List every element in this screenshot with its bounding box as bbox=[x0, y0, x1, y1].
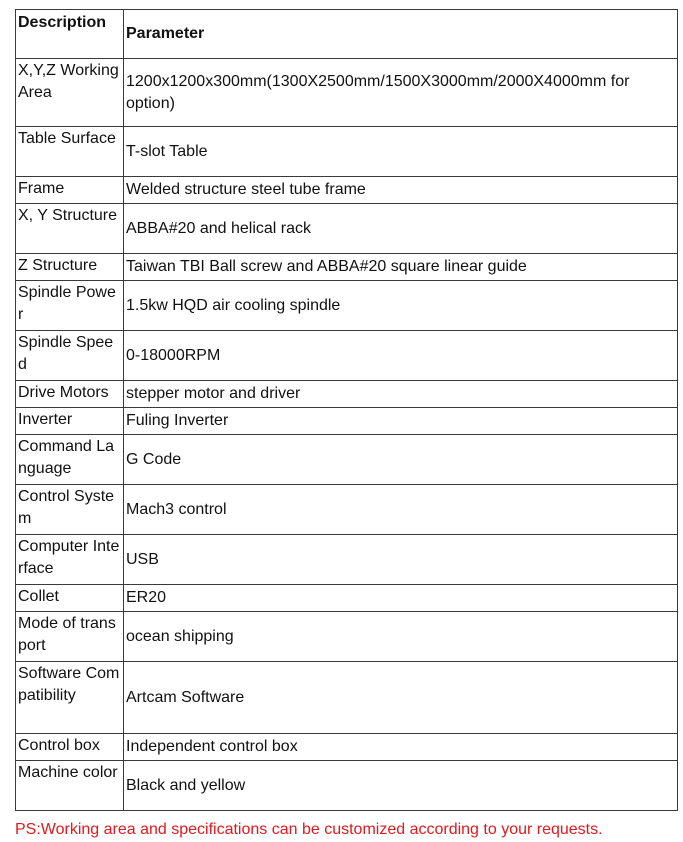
table-row bbox=[16, 204, 678, 254]
row-description: Computer Interface bbox=[16, 535, 124, 585]
row-parameter: ER20 bbox=[124, 585, 678, 612]
row-description: Table Surface bbox=[16, 127, 124, 177]
row-parameter: 1200x1200x300mm(1300X2500mm/1500X3000mm/2000X4000mm for option) bbox=[124, 59, 678, 127]
table-row bbox=[16, 408, 678, 435]
table-header-row bbox=[16, 10, 678, 59]
table-row bbox=[16, 331, 678, 381]
table-row bbox=[16, 177, 678, 204]
table-row bbox=[16, 59, 678, 127]
row-description: Spindle Speed bbox=[16, 331, 124, 381]
row-description: Machine color bbox=[16, 761, 124, 811]
row-description: X,Y,Z Working Area bbox=[16, 59, 124, 127]
row-parameter: USB bbox=[124, 535, 678, 585]
row-parameter: Fuling Inverter bbox=[124, 408, 678, 435]
row-parameter: 0-18000RPM bbox=[124, 331, 678, 381]
row-parameter: ocean shipping bbox=[124, 612, 678, 662]
spec-table bbox=[15, 9, 678, 811]
row-description: Software Compatibility bbox=[16, 662, 124, 734]
row-parameter: Independent control box bbox=[124, 734, 678, 761]
table-row bbox=[16, 254, 678, 281]
row-parameter: Artcam Software bbox=[124, 662, 678, 734]
header-description: Description bbox=[16, 10, 124, 59]
table-row bbox=[16, 585, 678, 612]
row-parameter: Taiwan TBI Ball screw and ABBA#20 square linear guide bbox=[124, 254, 678, 281]
table-row bbox=[16, 612, 678, 662]
table-row bbox=[16, 281, 678, 331]
row-description: Control System bbox=[16, 485, 124, 535]
table-row bbox=[16, 381, 678, 408]
table-row bbox=[16, 734, 678, 761]
table-row bbox=[16, 485, 678, 535]
header-parameter: Parameter bbox=[124, 10, 678, 59]
row-description: Command Language bbox=[16, 435, 124, 485]
table-row bbox=[16, 435, 678, 485]
row-description: Spindle Power bbox=[16, 281, 124, 331]
table-row bbox=[16, 761, 678, 811]
table-row bbox=[16, 127, 678, 177]
row-description: Z Structure bbox=[16, 254, 124, 281]
row-description: Control box bbox=[16, 734, 124, 761]
row-parameter: stepper motor and driver bbox=[124, 381, 678, 408]
row-parameter: T-slot Table bbox=[124, 127, 678, 177]
table-row bbox=[16, 662, 678, 734]
row-description: Inverter bbox=[16, 408, 124, 435]
row-description: X, Y Structure bbox=[16, 204, 124, 254]
row-parameter: 1.5kw HQD air cooling spindle bbox=[124, 281, 678, 331]
row-description: Frame bbox=[16, 177, 124, 204]
customization-note: PS:Working area and specifications can be customized according to your requests. bbox=[15, 821, 603, 838]
row-description: Collet bbox=[16, 585, 124, 612]
row-parameter: G Code bbox=[124, 435, 678, 485]
row-parameter: Welded structure steel tube frame bbox=[124, 177, 678, 204]
row-description: Mode of transport bbox=[16, 612, 124, 662]
row-parameter: Black and yellow bbox=[124, 761, 678, 811]
row-description: Drive Motors bbox=[16, 381, 124, 408]
row-parameter: Mach3 control bbox=[124, 485, 678, 535]
table-row bbox=[16, 535, 678, 585]
row-parameter: ABBA#20 and helical rack bbox=[124, 204, 678, 254]
